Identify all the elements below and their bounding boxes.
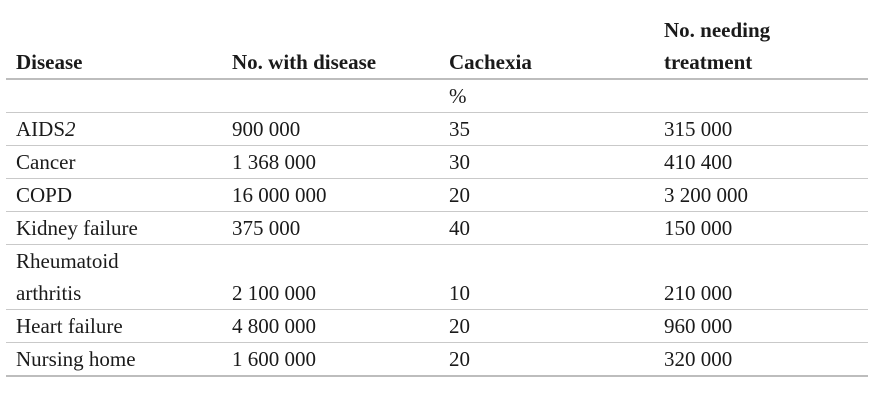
header-cachexia: Cachexia	[439, 14, 654, 79]
units-cell	[654, 79, 868, 113]
disease-cell: Kidney failure	[6, 212, 222, 245]
disease-cell	[6, 113, 222, 146]
units-cell	[222, 79, 439, 113]
needing-treatment-cell: 210 000	[654, 245, 868, 310]
table-header	[6, 14, 868, 79]
with-disease-cell: 375 000	[222, 212, 439, 245]
footnote-ref: 2	[65, 117, 76, 141]
cachexia-cell: 20	[439, 310, 654, 343]
cachexia-cell: 10	[439, 245, 654, 310]
with-disease-cell: 1 368 000	[222, 146, 439, 179]
needing-treatment-cell: 150 000	[654, 212, 868, 245]
needing-treatment-cell: 315 000	[654, 113, 868, 146]
disease-cell: Nursing home	[6, 343, 222, 377]
cachexia-cell: 20	[439, 343, 654, 377]
header-disease: Disease	[6, 14, 222, 79]
table-row	[6, 113, 868, 146]
with-disease-cell: 16 000 000	[222, 179, 439, 212]
needing-treatment-cell: 3 200 000	[654, 179, 868, 212]
cachexia-prevalence-table	[6, 14, 868, 377]
with-disease-cell: 1 600 000	[222, 343, 439, 377]
table-row	[6, 245, 868, 310]
data-table-container	[6, 14, 868, 377]
cachexia-cell: 20	[439, 179, 654, 212]
needing-treatment-cell: 960 000	[654, 310, 868, 343]
units-cell	[6, 79, 222, 113]
header-no-with-disease: No. with disease	[222, 14, 439, 79]
cachexia-cell: 30	[439, 146, 654, 179]
disease-cell: COPD	[6, 179, 222, 212]
table-row	[6, 212, 868, 245]
units-cell-percent: %	[439, 79, 654, 113]
units-row	[6, 79, 868, 113]
table-row	[6, 146, 868, 179]
cachexia-cell: 40	[439, 212, 654, 245]
needing-treatment-cell: 320 000	[654, 343, 868, 377]
disease-name: Rheumatoid arthritis	[16, 249, 119, 305]
with-disease-cell: 4 800 000	[222, 310, 439, 343]
table-row	[6, 310, 868, 343]
with-disease-cell: 2 100 000	[222, 245, 439, 310]
cachexia-cell: 35	[439, 113, 654, 146]
disease-cell: Cancer	[6, 146, 222, 179]
table-row	[6, 179, 868, 212]
disease-name: AIDS	[16, 117, 66, 141]
disease-cell	[6, 245, 222, 310]
header-no-needing-treatment: No. needing treatment	[654, 14, 868, 79]
disease-cell: Heart failure	[6, 310, 222, 343]
table-body	[6, 79, 868, 376]
table-row	[6, 343, 868, 377]
needing-treatment-cell: 410 400	[654, 146, 868, 179]
with-disease-cell: 900 000	[222, 113, 439, 146]
header-row	[6, 14, 868, 79]
